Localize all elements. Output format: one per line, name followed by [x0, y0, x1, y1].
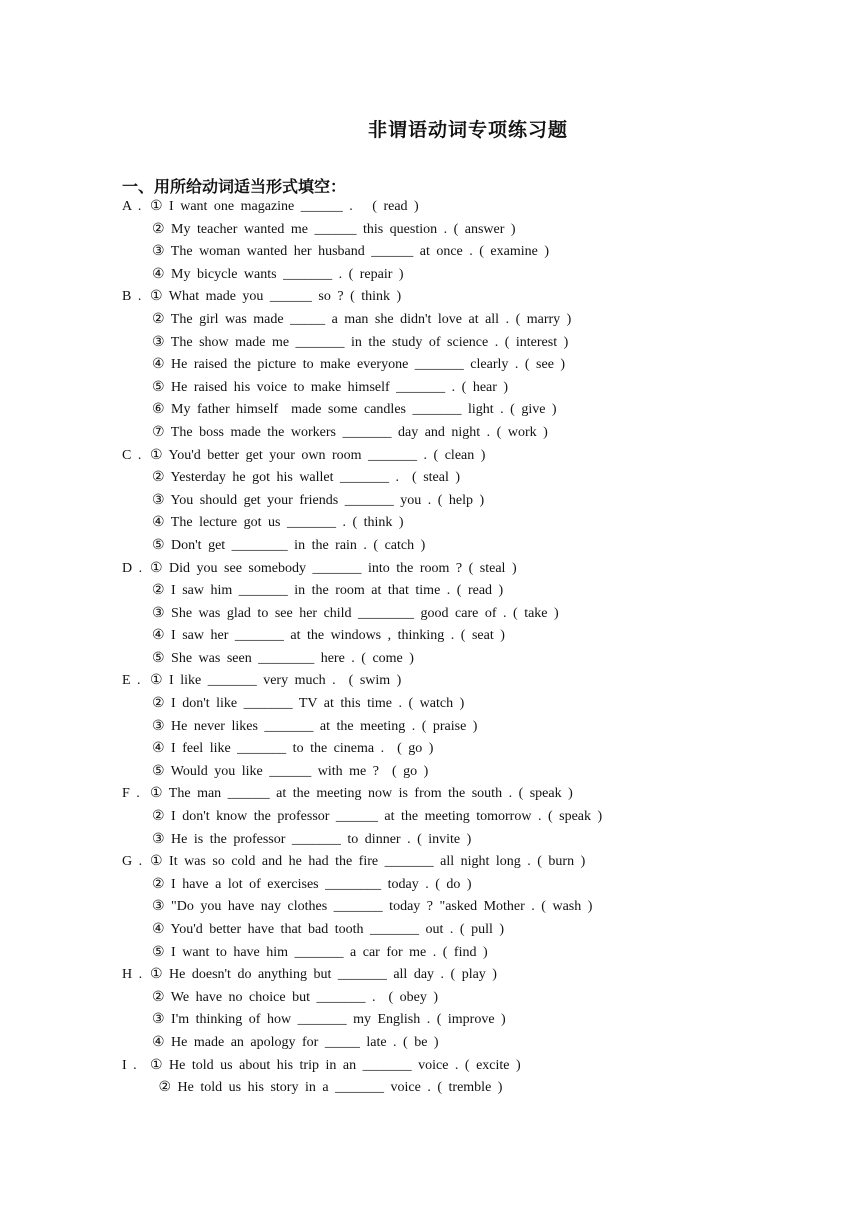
- exercise-item: [0, 896, 860, 919]
- exercise-text: ④ He raised the picture to make everyone _______ clearly . ( see ): [152, 357, 566, 373]
- exercise-text: ④ I feel like _______ to the cinema . ( go ): [152, 741, 434, 757]
- exercise-item: [0, 399, 860, 422]
- exercise-text: ③ I'm thinking of how _______ my English . ( improve ): [152, 1012, 506, 1028]
- exercise-item: [0, 648, 860, 671]
- exercise-item: [0, 806, 860, 829]
- exercise-item: [0, 1077, 860, 1100]
- exercise-item: [0, 332, 860, 355]
- exercise-item: [0, 309, 860, 332]
- exercise-text: ⑤ He raised his voice to make himself _______ . ( hear ): [152, 379, 509, 395]
- exercise-item: [0, 964, 860, 987]
- exercise-text: ① Did you see somebody _______ into the room ? ( steal ): [150, 560, 517, 576]
- group-label: C .: [122, 447, 142, 463]
- exercise-item: [0, 670, 860, 693]
- section-heading: 一、用所给动词适当形式填空：: [122, 179, 347, 196]
- exercise-item: [0, 987, 860, 1010]
- group-label: E .: [122, 673, 141, 689]
- exercise-item: [0, 241, 860, 264]
- exercise-text: ③ You should get your friends _______ you . ( help ): [152, 492, 485, 508]
- exercise-text: ④ The lecture got us _______ . ( think ): [152, 515, 404, 531]
- exercise-item: [0, 783, 860, 806]
- exercise-item: [0, 580, 860, 603]
- exercise-item: [0, 874, 860, 897]
- exercise-text: ③ The woman wanted her husband ______ at once . ( examine ): [152, 244, 550, 260]
- exercise-item: [0, 354, 860, 377]
- exercise-text: ③ She was glad to see her child ________ good care of . ( take ): [152, 605, 559, 621]
- exercise-item: [0, 1055, 860, 1078]
- exercise-text: ⑥ My father himself made some candles _______ light . ( give ): [152, 402, 557, 418]
- exercise-item: [0, 625, 860, 648]
- exercise-text: ② He told us his story in a _______ voice . ( tremble ): [152, 1080, 503, 1096]
- exercise-item: [0, 286, 860, 309]
- exercise-item: [0, 1009, 860, 1032]
- exercise-item: [0, 1032, 860, 1055]
- exercise-item: [0, 693, 860, 716]
- exercise-text: ③ "Do you have nay clothes _______ today ? "asked Mother . ( wash ): [152, 899, 593, 915]
- exercise-item: [0, 603, 860, 626]
- exercise-item: [0, 716, 860, 739]
- exercise-text: ② We have no choice but _______ . ( obey ): [152, 989, 438, 1005]
- exercise-item: [0, 919, 860, 942]
- exercise-text: ② I saw him _______ in the room at that time . ( read ): [152, 583, 504, 599]
- exercise-text: ④ He made an apology for _____ late . ( be ): [152, 1034, 439, 1050]
- exercise-item: [0, 467, 860, 490]
- exercise-text: ② My teacher wanted me ______ this question . ( answer ): [152, 221, 516, 237]
- group-label: G .: [122, 854, 143, 870]
- group-label: H .: [122, 967, 143, 983]
- exercise-text: ① He told us about his trip in an _______ voice . ( excite ): [150, 1057, 521, 1073]
- exercise-text: ① What made you ______ so ? ( think ): [150, 289, 402, 305]
- group-label: B .: [122, 289, 142, 305]
- exercise-text: ⑤ Don't get ________ in the rain . ( catch ): [152, 537, 426, 553]
- exercise-item: [0, 851, 860, 874]
- exercise-item: [0, 490, 860, 513]
- group-label: I .: [122, 1057, 137, 1073]
- exercise-item: [0, 445, 860, 468]
- exercise-text: ⑤ I want to have him _______ a car for me . ( find ): [152, 944, 488, 960]
- exercise-list: [0, 196, 860, 1100]
- exercise-text: ① The man ______ at the meeting now is from the south . ( speak ): [150, 786, 573, 802]
- exercise-text: ① He doesn't do anything but _______ all day . ( play ): [150, 967, 497, 983]
- exercise-text: ④ My bicycle wants _______ . ( repair ): [152, 266, 404, 282]
- exercise-item: [0, 761, 860, 784]
- exercise-text: ② I don't like _______ TV at this time . ( watch ): [152, 696, 465, 712]
- exercise-text: ② I don't know the professor ______ at the meeting tomorrow . ( speak ): [152, 809, 603, 825]
- group-label: D .: [122, 560, 143, 576]
- exercise-text: ⑤ Would you like ______ with me ? ( go ): [152, 763, 429, 779]
- exercise-text: ⑦ The boss made the workers _______ day and night . ( work ): [152, 424, 548, 440]
- exercise-item: [0, 558, 860, 581]
- exercise-item: [0, 512, 860, 535]
- exercise-text: ② I have a lot of exercises ________ today . ( do ): [152, 876, 472, 892]
- exercise-text: ③ He never likes _______ at the meeting . ( praise ): [152, 718, 478, 734]
- exercise-text: ① You'd better get your own room _______ . ( clean ): [150, 447, 486, 463]
- exercise-item: [0, 829, 860, 852]
- exercise-text: ② The girl was made _____ a man she didn't love at all . ( marry ): [152, 311, 572, 327]
- exercise-text: ④ I saw her _______ at the windows , thinking . ( seat ): [152, 628, 505, 644]
- exercise-item: [0, 942, 860, 965]
- exercise-item: [0, 422, 860, 445]
- group-label: F .: [122, 786, 140, 802]
- group-label: A .: [122, 199, 142, 214]
- exercise-item: [0, 264, 860, 287]
- exercise-text: ④ You'd better have that bad tooth _______ out . ( pull ): [152, 922, 505, 937]
- exercise-text: ② Yesterday he got his wallet _______ . ( steal ): [152, 470, 461, 486]
- exercise-item: [0, 738, 860, 761]
- exercise-text: ③ He is the professor _______ to dinner . ( invite ): [152, 831, 472, 847]
- exercise-text: ⑤ She was seen ________ here . ( come ): [152, 650, 414, 666]
- exercise-item: [0, 219, 860, 242]
- exercise-item: [0, 377, 860, 400]
- exercise-item: [0, 535, 860, 558]
- page-title: 非谓语动词专项练习题: [367, 120, 568, 141]
- exercise-text: ③ The show made me _______ in the study of science . ( interest ): [152, 334, 569, 350]
- exercise-text: ① I want one magazine ______ . ( read ): [150, 199, 419, 214]
- exercise-text: ① It was so cold and he had the fire _______ all night long . ( burn ): [150, 854, 586, 870]
- exercise-text: ① I like _______ very much . ( swim ): [150, 673, 402, 689]
- exercise-item: [0, 196, 860, 219]
